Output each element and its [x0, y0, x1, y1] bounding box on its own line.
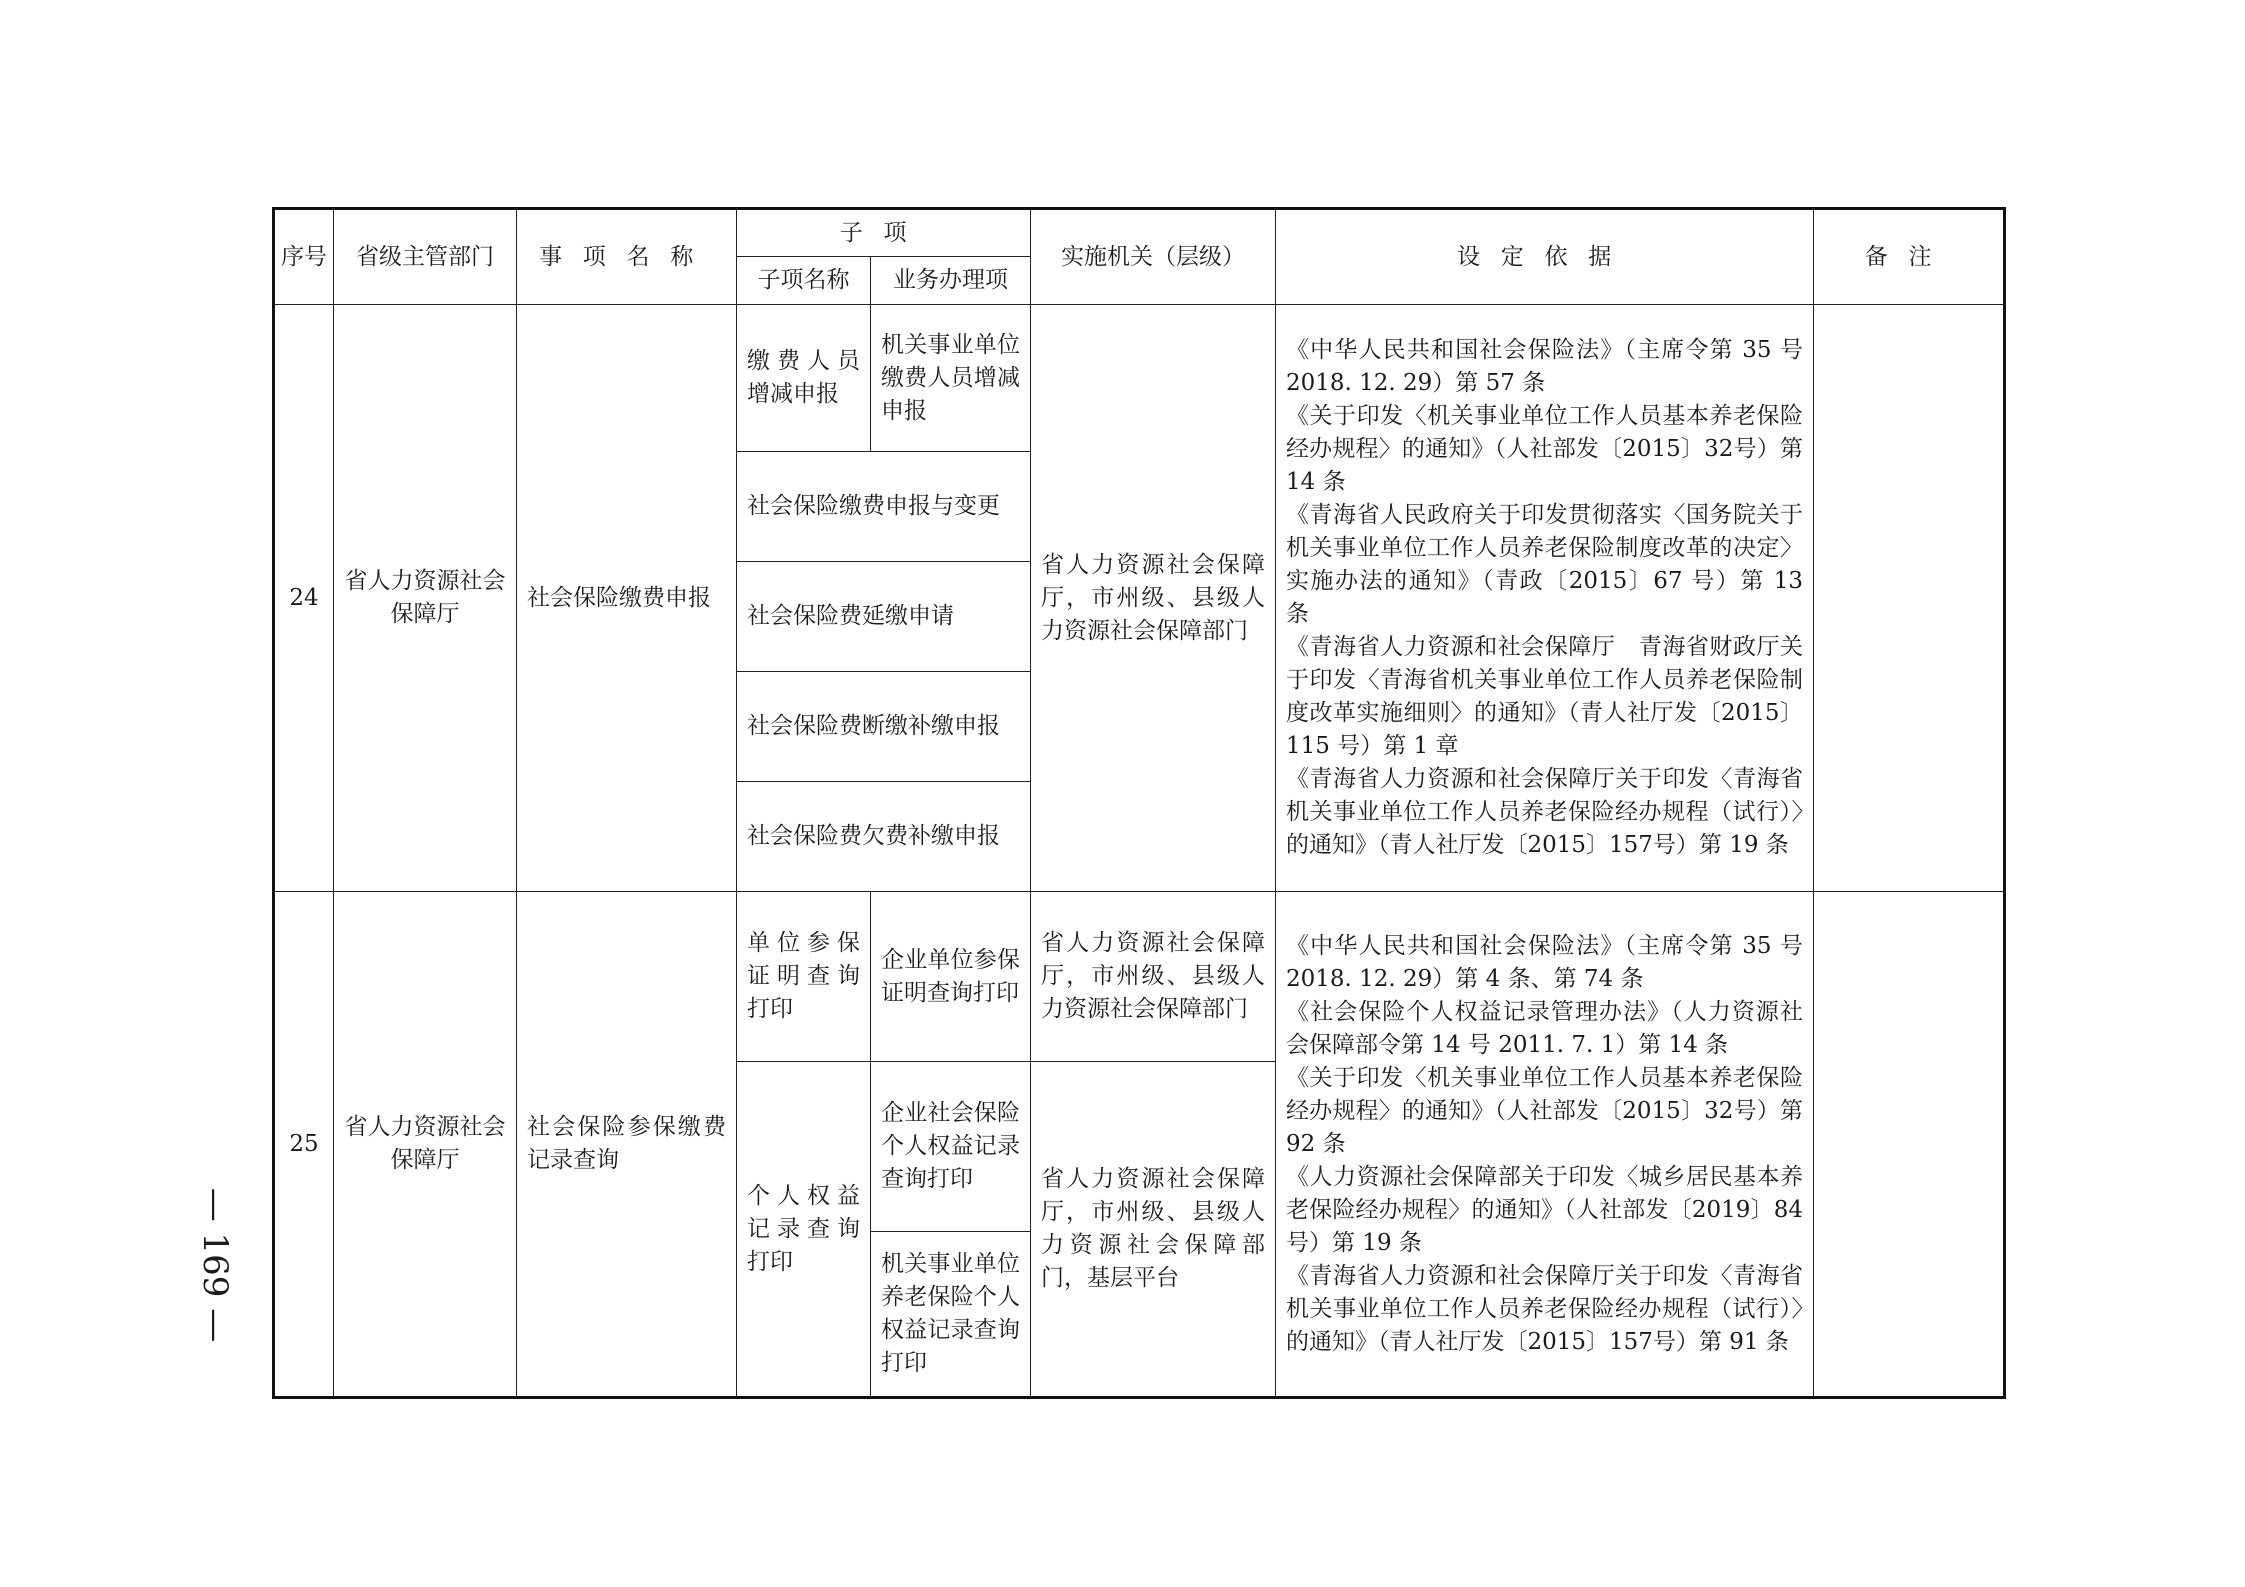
row24-basis — [1276, 305, 1814, 892]
row24-seq: 24 — [274, 305, 334, 892]
row25-basis-line: 《中华人民共和国社会保险法》（主席令第 35 号 2018. 12. 29）第 4 条、第 74 条 — [1286, 932, 1803, 992]
row24-remark — [1814, 305, 2005, 892]
row25-basis-line: 《关于印发〈机关事业单位工作人员基本养老保险经办规程〉的通知》（人社部发〔2015〕32号）第 92 条 — [1286, 1064, 1803, 1157]
row25-sub1-business: 企业单位参保证明查询打印 — [871, 892, 1031, 1062]
row24-sub1-business: 机关事业单位缴费人员增减申报 — [871, 305, 1031, 452]
row24-basis-line: 《青海省人力资源和社会保障厅关于印发〈青海省机关事业单位工作人员养老保险经办规程（试行）〉的通知》（青人社厅发〔2015〕157号）第 19 条 — [1286, 766, 1803, 858]
row24-dept: 省人力资源社会保障厅 — [334, 305, 517, 892]
header-agency: 实施机关（层级） — [1031, 209, 1276, 305]
header-business: 业务办理项 — [871, 257, 1031, 305]
items-table — [272, 207, 2006, 1399]
header-remark: 备注 — [1814, 209, 2005, 305]
row25-dept: 省人力资源社会保障厅 — [334, 892, 517, 1398]
row24-basis-line: 《青海省人民政府关于印发贯彻落实〈国务院关于机关事业单位工作人员养老保险制度改革的决定〉实施办法的通知》（青政〔2015〕67 号）第 13 条 — [1286, 502, 1803, 627]
header-sub: 子项 — [737, 209, 1031, 257]
row24-sub3: 社会保险费延缴申请 — [737, 562, 1031, 672]
row25-sub2-business-b: 机关事业单位养老保险个人权益记录查询打印 — [871, 1232, 1031, 1398]
header-basis: 设定依据 — [1276, 209, 1814, 305]
row25-sub2-name: 个人权益记录查询打印 — [737, 1062, 871, 1398]
row24-sub2: 社会保险缴费申报与变更 — [737, 452, 1031, 562]
header-sub-name: 子项名称 — [737, 257, 871, 305]
row25-basis-line: 《社会保险个人权益记录管理办法》（人力资源社会保障部令第 14 号 2011. 7. 1）第 14 条 — [1286, 998, 1803, 1058]
row25-basis — [1276, 892, 1814, 1398]
row24-sub1-name: 缴费人员增减申报 — [737, 305, 871, 452]
row25-seq: 25 — [274, 892, 334, 1398]
row25-remark — [1814, 892, 2005, 1398]
header-dept: 省级主管部门 — [334, 209, 517, 305]
row25-sub1-name: 单位参保证明查询打印 — [737, 892, 871, 1062]
row25-item: 社会保险参保缴费记录查询 — [517, 892, 737, 1398]
page-number — [190, 1180, 240, 1350]
row24-basis-line: 《中华人民共和国社会保险法》（主席令第 35 号 2018. 12. 29）第 57 条 — [1286, 337, 1803, 396]
page-number-text: — 169 — — [195, 1187, 235, 1343]
row25-agency2: 省人力资源社会保障厅，市州级、县级人力资源社会保障部门，基层平台 — [1031, 1062, 1276, 1398]
row24-item: 社会保险缴费申报 — [517, 305, 737, 892]
row25-basis-line: 《人力资源社会保障部关于印发〈城乡居民基本养老保险经办规程〉的通知》（人社部发〔2019〕84 号）第 19 条 — [1286, 1163, 1803, 1256]
row24-basis-line: 《关于印发〈机关事业单位工作人员基本养老保险经办规程〉的通知》（人社部发〔2015〕32号）第 14 条 — [1286, 403, 1803, 495]
header-seq: 序号 — [274, 209, 334, 305]
row24-sub5: 社会保险费欠费补缴申报 — [737, 782, 1031, 892]
header-item-name: 事项名称 — [517, 209, 737, 305]
row24-agency: 省人力资源社会保障厅，市州级、县级人力资源社会保障部门 — [1031, 305, 1276, 892]
row25-basis-line: 《青海省人力资源和社会保障厅关于印发〈青海省机关事业单位工作人员养老保险经办规程（试行）〉的通知》（青人社厅发〔2015〕157号）第 91 条 — [1286, 1262, 1803, 1355]
row24-basis-line: 《青海省人力资源和社会保障厅 青海省财政厅关于印发〈青海省机关事业单位工作人员养老保险制度改革实施细则〉的通知》（青人社厅发〔2015〕115 号）第 1 章 — [1286, 634, 1803, 759]
row24-sub4: 社会保险费断缴补缴申报 — [737, 672, 1031, 782]
row25-agency1: 省人力资源社会保障厅，市州级、县级人力资源社会保障部门 — [1031, 892, 1276, 1062]
row25-sub2-business-a: 企业社会保险个人权益记录查询打印 — [871, 1062, 1031, 1232]
